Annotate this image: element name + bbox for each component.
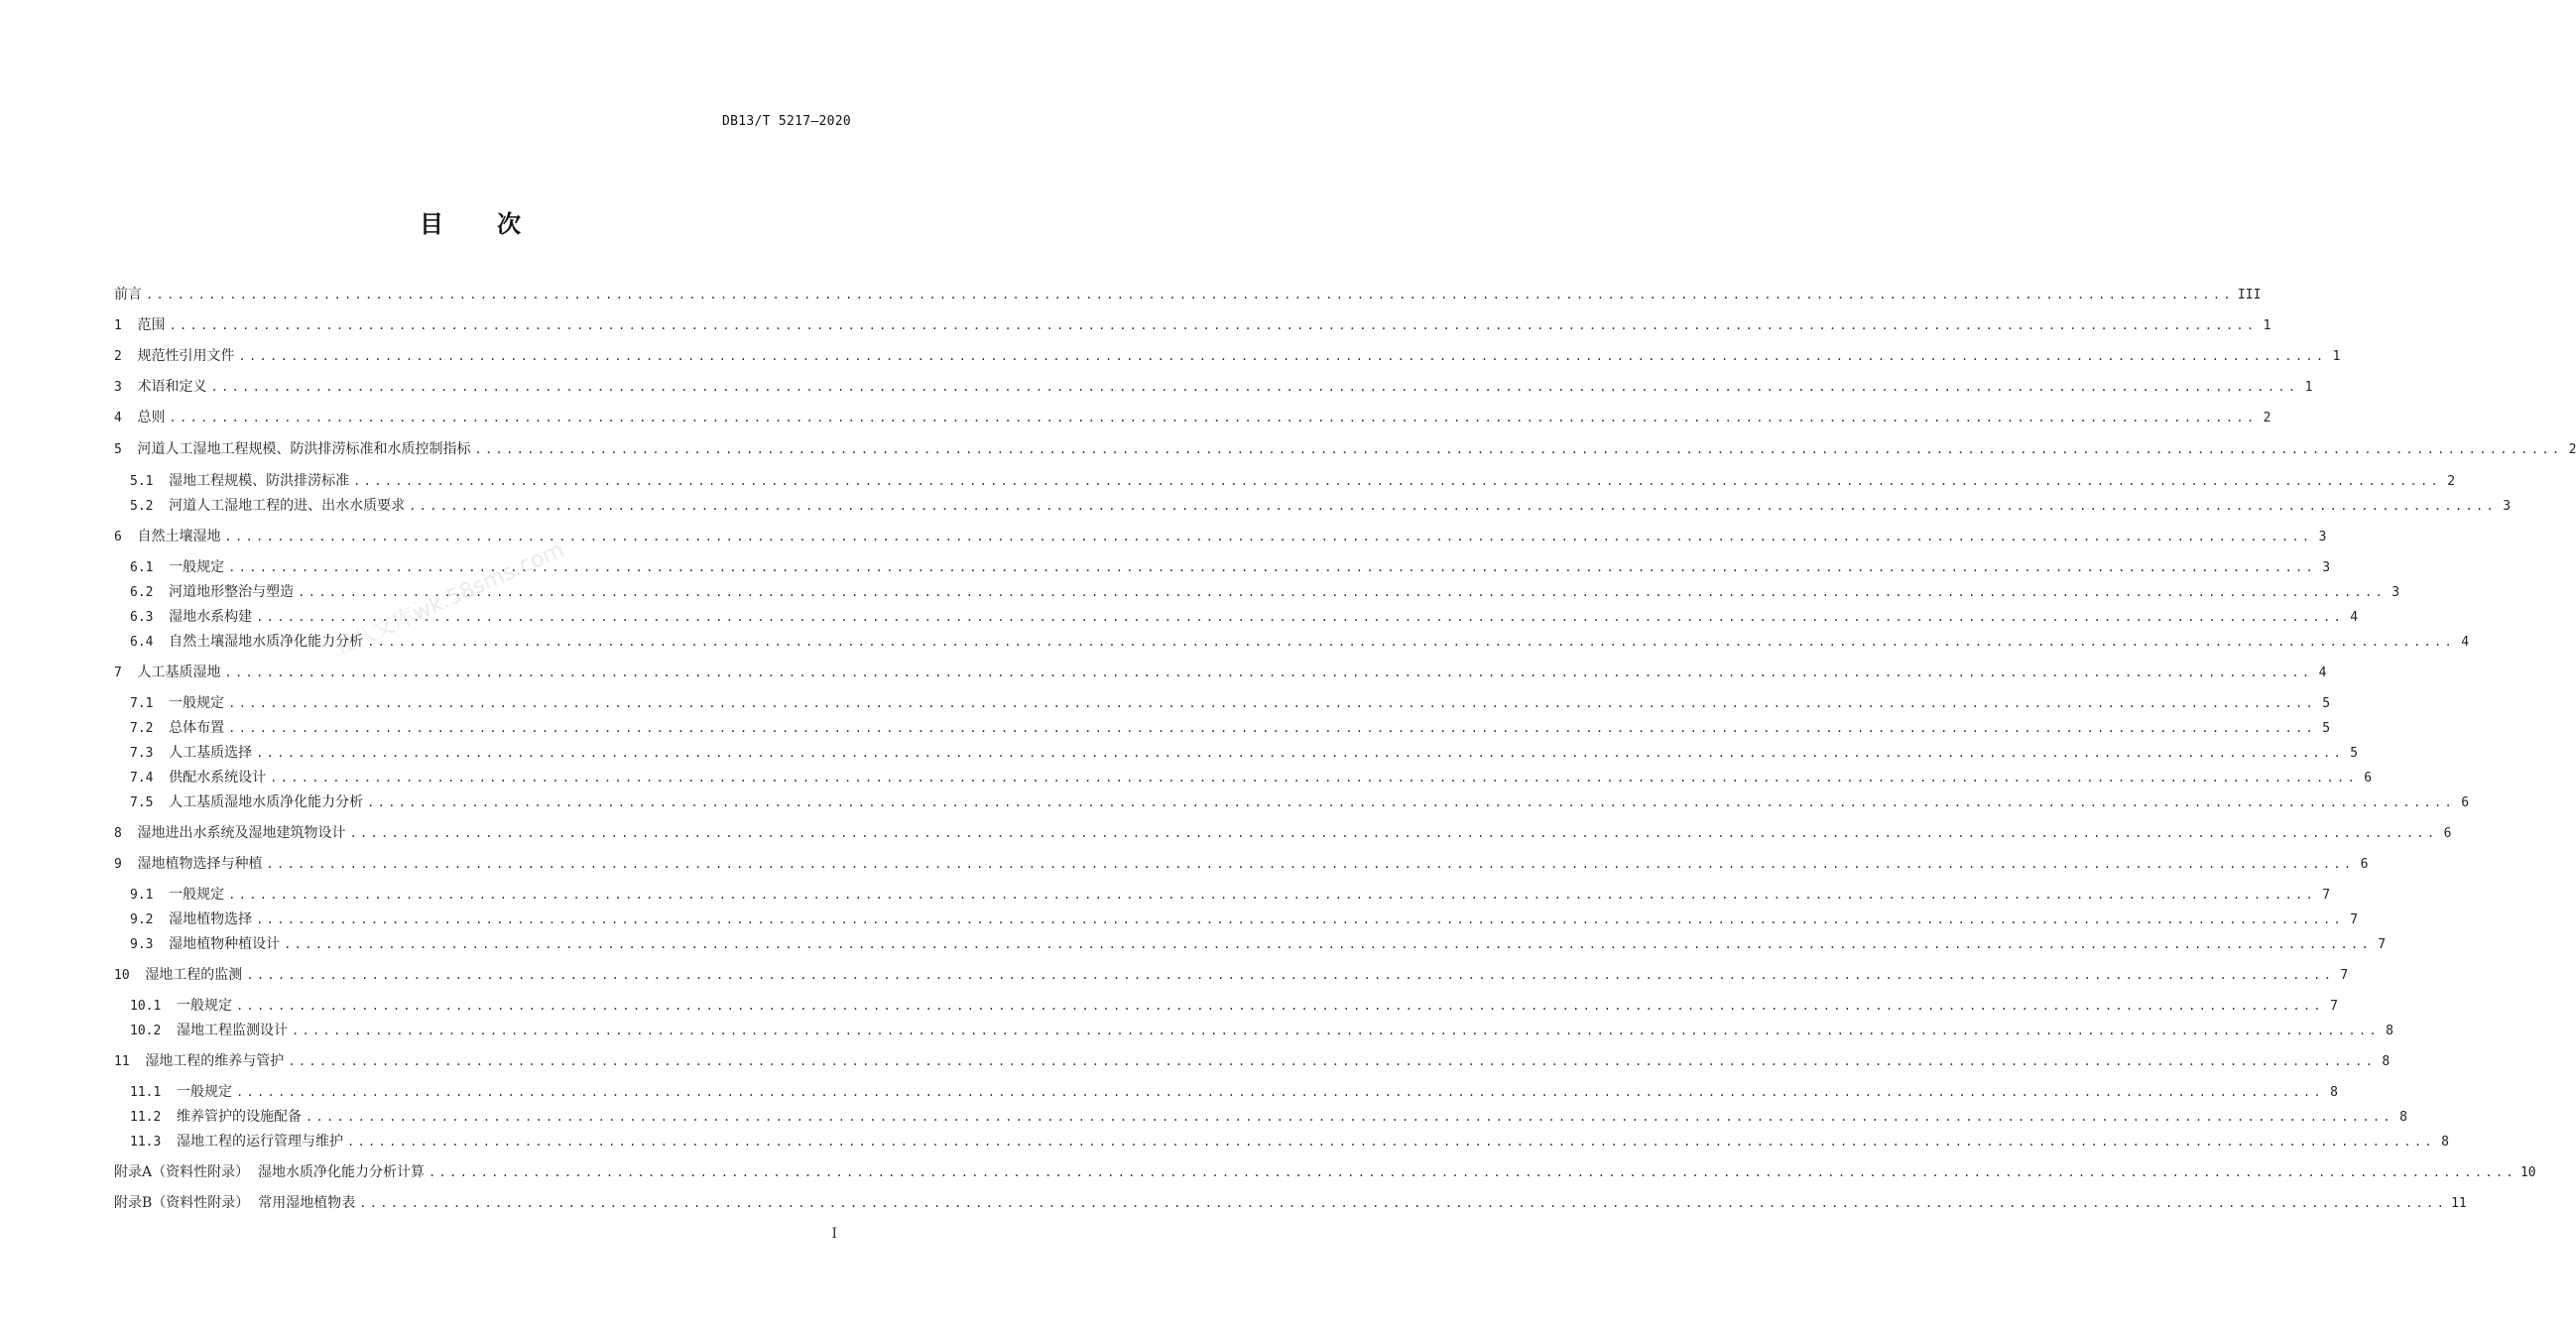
toc-entry[interactable] (130, 742, 2359, 764)
toc-entry[interactable] (114, 1192, 2467, 1214)
toc-entry-label: 一般规定 (176, 1084, 232, 1100)
toc-entry-label: 湿地植物选择 (169, 911, 253, 927)
toc-entry[interactable] (114, 376, 2313, 398)
page-title (0, 204, 942, 239)
toc-leader-dots: ........................................................................................................................................................................................................ (429, 1165, 2516, 1179)
toc-leader-dots: ........................................................................................................................................................................................................ (210, 380, 2299, 394)
toc-entry-page: 3 (2503, 499, 2512, 514)
toc-leader-dots: ........................................................................................................................................................................................................ (270, 771, 2359, 785)
toc-entry[interactable] (114, 662, 2327, 683)
toc-entry-page: 5 (2322, 721, 2331, 736)
toc-leader-dots: ........................................................................................................................................................................................................ (228, 560, 2317, 574)
title-char-2: 次 (497, 210, 523, 238)
toc-entry-label: 河道人工湿地工程的进、出水水质要求 (169, 498, 406, 514)
toc-entry[interactable] (130, 1106, 2407, 1128)
toc-leader-dots: ........................................................................................................................................................................................................ (367, 795, 2456, 809)
toc-entry-number: 6.1 (130, 560, 170, 575)
toc-entry-page: 5 (2350, 746, 2359, 761)
toc-entry[interactable] (114, 822, 2452, 844)
toc-entry[interactable] (114, 526, 2327, 547)
toc-entry-number: 4 (114, 411, 138, 425)
toc-entry[interactable] (130, 717, 2331, 739)
toc-entry-number: 6.3 (130, 610, 170, 625)
toc-entry-page: 11 (2451, 1196, 2467, 1211)
toc-leader-dots: ........................................................................................................................................................................................................ (246, 968, 2335, 982)
toc-leader-dots: ........................................................................................................................................................................................................ (169, 411, 2258, 424)
toc-leader-dots: ........................................................................................................................................................................................................ (235, 999, 2324, 1013)
toc-entry-page: 8 (2382, 1054, 2391, 1069)
toc-entry-number: 10.2 (130, 1024, 177, 1038)
toc-entry-page: 4 (2350, 610, 2359, 625)
toc-entry-page: 8 (2330, 1085, 2338, 1100)
toc-entry-page: 8 (2399, 1110, 2407, 1125)
toc-leader-dots: ........................................................................................................................................................................................................ (169, 318, 2258, 332)
toc-entry-page: III (2237, 288, 2262, 303)
toc-entry-number: 7.4 (130, 771, 170, 786)
toc-entry-number: 5 (114, 442, 138, 457)
toc-leader-dots: ........................................................................................................................................................................................................ (409, 499, 2498, 513)
toc-entry-label: 附录B（资料性附录） 常用湿地植物表 (114, 1195, 356, 1211)
toc-entry-label: 湿地进出水系统及湿地建筑物设计 (137, 825, 346, 841)
toc-entry-page: 1 (2263, 318, 2271, 333)
toc-entry-number: 2 (114, 349, 138, 364)
toc-entry-label: 前言 (114, 287, 142, 303)
toc-entry-page: 6 (2364, 771, 2373, 786)
toc-leader-dots: ........................................................................................................................................................................................................ (224, 666, 2313, 679)
toc-entry[interactable] (130, 692, 2331, 714)
toc-entry-page: 7 (2378, 937, 2387, 952)
toc-entry-number: 6.4 (130, 635, 170, 650)
toc-entry-number: 1 (114, 318, 138, 333)
toc-entry-label: 湿地工程的监测 (145, 967, 243, 983)
toc-entry-label: 一般规定 (169, 887, 225, 903)
toc-entry-number: 7.3 (130, 746, 170, 761)
toc-entry-page: 6 (2461, 795, 2470, 810)
toc-entry-page: 10 (2519, 1165, 2536, 1180)
toc-entry[interactable] (114, 1161, 2536, 1183)
toc-entry-label: 人工基质湿地 (137, 665, 221, 680)
toc-entry-label: 总体布置 (169, 720, 225, 736)
toc-entry[interactable] (130, 791, 2470, 813)
toc-entry-label: 一般规定 (176, 998, 232, 1014)
toc-leader-dots: ........................................................................................................................................................................................................ (346, 1135, 2435, 1149)
toc-entry-number: 7 (114, 666, 138, 680)
toc-entry[interactable] (130, 933, 2387, 955)
toc-entry-label: 人工基质选择 (169, 745, 253, 761)
toc-entry-page: 6 (2360, 857, 2369, 872)
toc-entry[interactable] (114, 284, 2262, 305)
toc-entry[interactable] (130, 495, 2512, 517)
toc-entry-number: 11.3 (130, 1135, 177, 1150)
toc-entry-number: 10.1 (130, 999, 177, 1014)
toc-entry-page: 4 (2318, 666, 2327, 680)
toc-entry-label: 规范性引用文件 (137, 348, 235, 364)
toc-leader-dots: ........................................................................................................................................................................................................ (284, 937, 2373, 951)
toc-entry[interactable] (114, 853, 2369, 875)
toc-leader-dots: ........................................................................................................................................................................................................ (238, 349, 2327, 363)
toc-entry[interactable] (114, 438, 2576, 460)
toc-entry-page: 3 (2392, 585, 2400, 600)
toc-leader-dots: ........................................................................................................................................................................................................ (288, 1054, 2377, 1068)
toc-entry[interactable] (114, 1050, 2391, 1072)
toc-entry-page: 7 (2322, 888, 2331, 903)
toc-entry-page: 5 (2322, 696, 2331, 711)
toc-entry-page: 2 (2263, 411, 2271, 425)
toc-entry-number: 7.1 (130, 696, 170, 711)
toc-entry[interactable] (130, 884, 2331, 906)
toc-entry-label: 自然土壤湿地 (137, 529, 221, 545)
toc-entry-number: 6.2 (130, 585, 170, 600)
toc-leader-dots: ........................................................................................................................................................................................................ (474, 442, 2563, 456)
toc-entry-label: 术语和定义 (137, 379, 207, 395)
toc-leader-dots: ........................................................................................................................................................................................................ (228, 696, 2317, 710)
toc-entry-label: 一般规定 (169, 559, 225, 575)
toc-entry-page: 4 (2461, 635, 2470, 650)
toc-leader-dots: ........................................................................................................................................................................................................ (256, 746, 2345, 760)
toc-entry-number: 9.2 (130, 912, 170, 927)
toc-entry[interactable] (130, 470, 2456, 492)
toc-entry-label: 一般规定 (169, 695, 225, 711)
toc-entry-label: 供配水系统设计 (169, 770, 267, 786)
toc-entry-number: 8 (114, 826, 138, 841)
toc-entry-page: 7 (2350, 912, 2359, 927)
toc-leader-dots: ........................................................................................................................................................................................................ (146, 288, 2234, 302)
toc-entry-number: 11.2 (130, 1110, 177, 1125)
page-number: I (831, 1226, 837, 1242)
toc-leader-dots: ........................................................................................................................................................................................................ (256, 610, 2345, 624)
toc-entry-label: 人工基质湿地水质净化能力分析 (169, 794, 364, 810)
toc-entry-label: 总则 (137, 410, 166, 425)
toc-entry-label: 范围 (137, 317, 166, 333)
toc-entry-number: 10 (114, 968, 146, 983)
toc-entry[interactable] (114, 314, 2271, 336)
toc-entry-label: 河道地形整治与塑造 (169, 584, 295, 600)
toc-entry-label: 湿地工程规模、防洪排涝标准 (169, 473, 350, 489)
standard-code: DB13/T 5217—2020 (721, 114, 851, 129)
toc-entry-label: 维养管护的设施配备 (176, 1109, 302, 1125)
toc-entry-number: 9.3 (130, 937, 170, 952)
toc-entry-label: 湿地工程监测设计 (176, 1023, 288, 1038)
toc-entry-label: 自然土壤湿地水质净化能力分析 (169, 634, 364, 650)
toc-leader-dots: ........................................................................................................................................................................................................ (224, 530, 2313, 544)
toc-entry-page: 7 (2330, 999, 2338, 1014)
toc-entry-number: 9 (114, 857, 138, 872)
toc-entry[interactable] (130, 767, 2373, 788)
toc-entry-label: 附录A（资料性附录） 湿地水质净化能力分析计算 (114, 1164, 426, 1180)
toc-entry-number: 3 (114, 380, 138, 395)
toc-leader-dots: ........................................................................................................................................................................................................ (359, 1196, 2448, 1210)
toc-entry-number: 7.5 (130, 795, 170, 810)
toc-entry-number: 11.1 (130, 1085, 177, 1100)
toc-entry[interactable] (130, 995, 2338, 1017)
toc-entry[interactable] (130, 1131, 2449, 1152)
watermark: 五八文库wk.58sms.com (329, 538, 568, 663)
toc-entry[interactable] (114, 964, 2349, 986)
toc-leader-dots: ........................................................................................................................................................................................................ (266, 857, 2355, 871)
toc-entry-number: 5.1 (130, 474, 170, 489)
toc-entry-page: 1 (2304, 380, 2313, 395)
toc-leader-dots: ........................................................................................................................................................................................................ (305, 1110, 2393, 1124)
toc-entry-label: 湿地工程的运行管理与维护 (176, 1134, 343, 1150)
toc-leader-dots: ........................................................................................................................................................................................................ (298, 585, 2387, 599)
toc-entry-label: 湿地工程的维养与管护 (145, 1053, 285, 1069)
toc-entry-page: 2 (2447, 474, 2456, 489)
toc-entry-page: 2 (2568, 442, 2576, 457)
toc-entry-page: 8 (2386, 1024, 2393, 1038)
toc-entry[interactable] (130, 1020, 2393, 1041)
toc-entry-page: 3 (2322, 560, 2331, 575)
toc-entry-number: 6 (114, 530, 138, 545)
toc-entry-page: 6 (2443, 826, 2452, 841)
toc-entry-label: 河道人工湿地工程规模、防洪排涝标准和水质控制指标 (137, 441, 471, 457)
toc-entry[interactable] (130, 606, 2359, 628)
toc-entry-page: 1 (2332, 349, 2341, 364)
toc-leader-dots: ........................................................................................................................................................................................................ (228, 888, 2317, 902)
toc-entry-label: 湿地植物选择与种植 (137, 856, 263, 872)
toc-entry-label: 湿地水系构建 (169, 609, 253, 625)
toc-entry[interactable] (130, 909, 2359, 930)
toc-entry-number: 7.2 (130, 721, 170, 736)
toc-entry[interactable] (114, 407, 2271, 428)
toc-entry-number: 9.1 (130, 888, 170, 903)
title-char-1: 目 (420, 210, 445, 238)
toc-entry-label: 湿地植物种植设计 (169, 936, 281, 952)
toc-entry[interactable] (130, 631, 2470, 653)
toc-entry-page: 3 (2318, 530, 2327, 545)
toc-entry-page: 8 (2441, 1135, 2449, 1150)
toc-leader-dots: ........................................................................................................................................................................................................ (256, 912, 2345, 926)
toc-leader-dots: ........................................................................................................................................................................................................ (235, 1085, 2324, 1099)
toc-leader-dots: ........................................................................................................................................................................................................ (367, 635, 2456, 649)
toc-leader-dots: ........................................................................................................................................................................................................ (349, 826, 2438, 840)
toc-leader-dots: ........................................................................................................................................................................................................ (353, 474, 2442, 488)
toc-entry-number: 5.2 (130, 499, 170, 514)
toc-entry[interactable] (114, 345, 2341, 367)
toc-entry[interactable] (130, 1081, 2338, 1103)
toc-entry-page: 7 (2340, 968, 2349, 983)
toc-entry-number: 11 (114, 1054, 146, 1069)
toc-leader-dots: ........................................................................................................................................................................................................ (291, 1024, 2380, 1037)
toc-leader-dots: ........................................................................................................................................................................................................ (228, 721, 2317, 735)
